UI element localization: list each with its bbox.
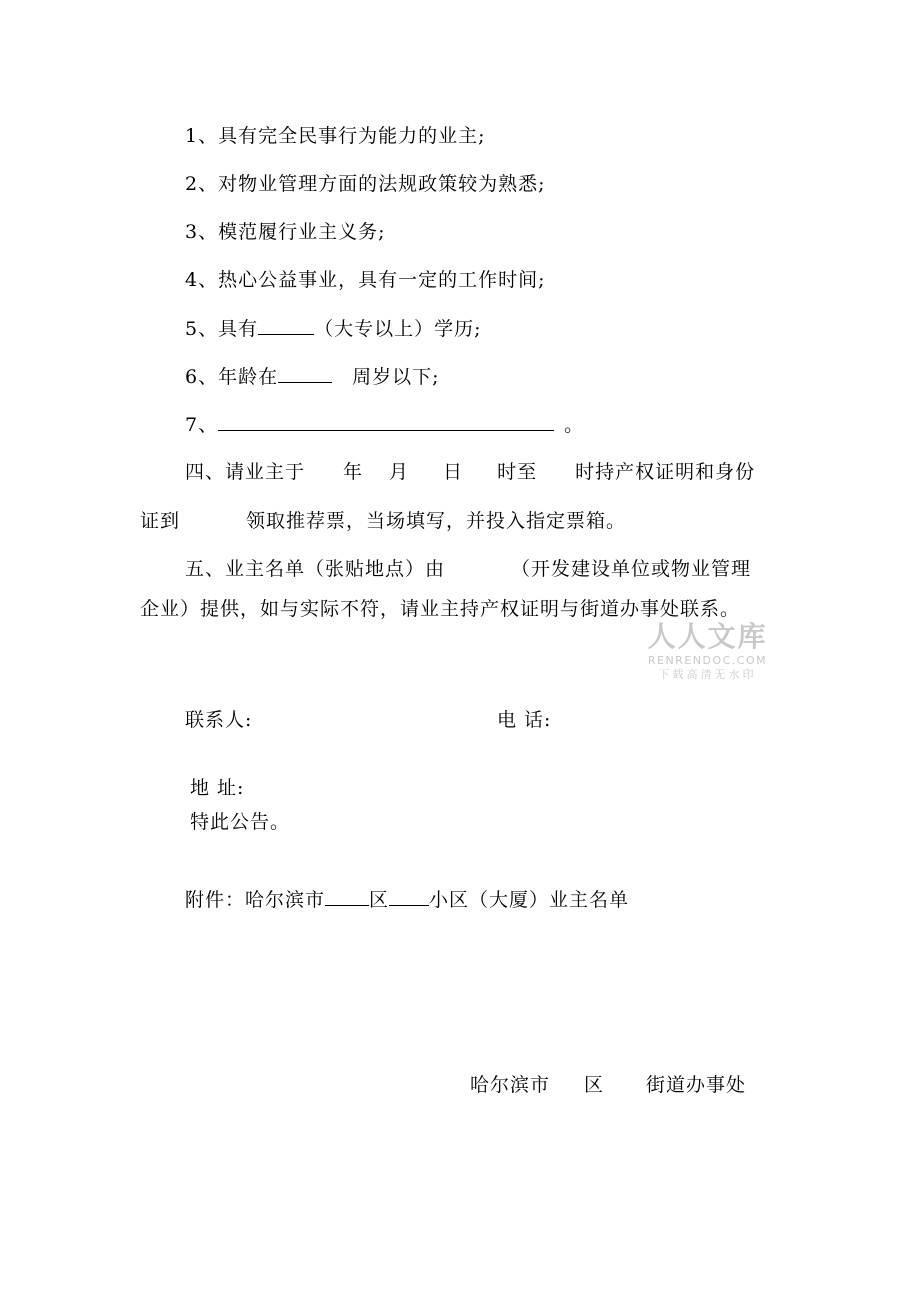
contact-person-label: 联系人: — [185, 709, 253, 731]
section-4-line-2-rest: 领取推荐票，当场填写，并投入指定票箱。 — [246, 510, 627, 532]
month-label: 月 — [389, 461, 410, 483]
watermark-title: 人人文库 — [647, 620, 768, 653]
attachment-end: 小区（大厦）业主名单 — [429, 889, 630, 911]
section-4-line-1 — [185, 460, 755, 484]
item-7-blank — [218, 412, 554, 431]
section-5-line-1 — [185, 557, 751, 581]
day-label: 日 — [443, 461, 464, 483]
signature-district: 区 — [584, 1074, 605, 1096]
signature-office: 街道办事处 — [646, 1074, 747, 1096]
section-5-parenthetical: （开发建设单位或物业管理 — [511, 558, 752, 580]
item-6-prefix: 6、年龄在 — [185, 366, 279, 388]
item-1: 1、具有完全民事行为能力的业主; — [185, 125, 486, 147]
item-5-prefix: 5、具有 — [185, 318, 259, 340]
section-4-line-2-start: 证到 — [140, 510, 181, 532]
district-blank — [325, 887, 369, 906]
age-blank — [278, 364, 332, 383]
section-5-line-2: 企业）提供，如与实际不符，请业主持产权证明与街道办事处联系。 — [140, 598, 741, 620]
section-5-start: 五、业主名单（张贴地点）由 — [185, 558, 446, 580]
notice-text: 特此公告。 — [190, 811, 291, 833]
item-5 — [185, 316, 482, 341]
attachment-district: 区 — [369, 889, 390, 911]
item-2: 2、对物业管理方面的法规政策较为熟悉; — [185, 173, 546, 195]
signature-city: 哈尔滨市 — [470, 1074, 551, 1096]
section-4-rest: 时持产权证明和身份 — [575, 461, 756, 483]
section-4-line-2 — [140, 509, 626, 533]
item-5-suffix: （大专以上）学历; — [314, 318, 482, 340]
item-7-suffix: 。 — [564, 414, 585, 436]
watermark-slogan: 下载高清无水印 — [658, 668, 757, 681]
community-blank — [389, 887, 429, 906]
section-4-start: 四、请业主于 — [185, 461, 306, 483]
item-4: 4、热心公益事业，具有一定的工作时间; — [185, 269, 546, 291]
signature-line — [470, 1073, 746, 1097]
item-3: 3、模范履行业主义务; — [185, 221, 386, 243]
item-6 — [185, 364, 440, 389]
renrendoc-watermark — [640, 620, 775, 682]
address-label: 地 址: — [190, 777, 245, 799]
year-label: 年 — [343, 461, 364, 483]
watermark-domain: RENRENDOC.COM — [647, 654, 768, 667]
attachment-line — [185, 887, 629, 912]
attachment-start: 附件：哈尔滨市 — [185, 889, 326, 911]
item-7-prefix: 7、 — [185, 414, 219, 436]
phone-label: 电 话: — [497, 709, 552, 731]
item-7 — [185, 412, 584, 437]
hour-to-label: 时至 — [497, 461, 538, 483]
item-6-suffix: 周岁以下; — [352, 366, 440, 388]
education-blank — [258, 316, 314, 335]
